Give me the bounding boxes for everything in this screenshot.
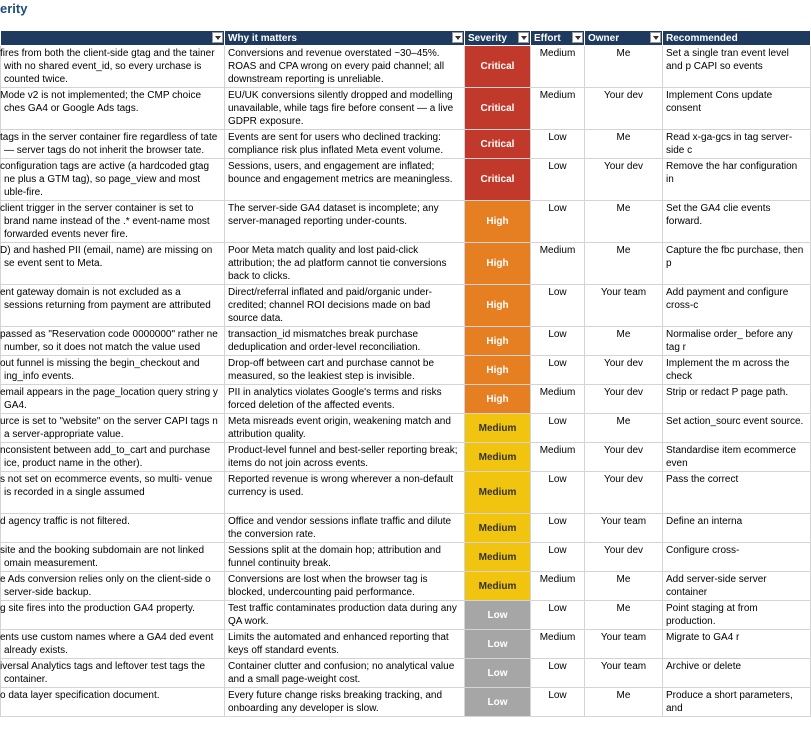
severity-cell[interactable] bbox=[465, 356, 531, 385]
severity-cell-text: Low bbox=[487, 638, 508, 650]
effort-cell[interactable] bbox=[531, 243, 585, 285]
why-cell[interactable] bbox=[225, 243, 465, 285]
column-header-severity[interactable]: Severity bbox=[465, 31, 531, 46]
owner-cell-text: Your dev bbox=[603, 358, 644, 369]
why-cell-text: Every future change risks breaking tracking, and onboarding any developer is slow. bbox=[228, 690, 442, 714]
owner-cell[interactable] bbox=[585, 201, 663, 243]
owner-cell-text: Your team bbox=[600, 661, 647, 672]
column-header-why[interactable]: Why it matters bbox=[225, 31, 465, 46]
recommendation-cell[interactable] bbox=[663, 130, 811, 159]
effort-cell[interactable] bbox=[531, 543, 585, 572]
column-header-owner[interactable]: Owner bbox=[585, 31, 663, 46]
severity-cell[interactable] bbox=[465, 514, 531, 543]
severity-cell-text: High bbox=[486, 393, 509, 405]
recommendation-cell-text: Read x-ga-gcs in tag server-side c bbox=[666, 132, 793, 156]
effort-cell[interactable] bbox=[531, 472, 585, 514]
recommendation-cell-text: Set a single tran event level and p CAPI so events bbox=[666, 48, 789, 72]
severity-cell-text: Medium bbox=[478, 551, 517, 563]
effort-cell[interactable] bbox=[531, 356, 585, 385]
issue-cell-text: site and the booking subdomain are not linked omain measurement. bbox=[0, 545, 205, 569]
issue-cell-text: passed as "Reservation code 0000000" rather ne number, so it does not match the value used bbox=[0, 329, 218, 353]
issue-cell[interactable] bbox=[1, 659, 225, 688]
issue-cell-text: out funnel is missing the begin_checkout and ing_info events. bbox=[0, 358, 200, 382]
severity-cell-text: High bbox=[486, 335, 509, 347]
effort-cell-text: Low bbox=[548, 603, 567, 614]
severity-cell-text: Low bbox=[487, 609, 508, 621]
owner-cell[interactable] bbox=[585, 601, 663, 630]
severity-cell-text: Medium bbox=[478, 422, 517, 434]
table-row[interactable] bbox=[1, 159, 811, 201]
table-row[interactable] bbox=[1, 443, 811, 472]
severity-cell[interactable] bbox=[465, 601, 531, 630]
issue-cell-text: ent gateway domain is not excluded as a sessions returning from payment are attributed bbox=[0, 287, 211, 311]
issue-cell[interactable] bbox=[1, 572, 225, 601]
effort-cell[interactable] bbox=[531, 130, 585, 159]
owner-cell-text: Me bbox=[616, 574, 631, 585]
effort-cell-text: Low bbox=[548, 358, 567, 369]
why-cell-text: Container clutter and confusion; no analytical value and a small page-weight cost. bbox=[228, 661, 455, 685]
table-row[interactable] bbox=[1, 88, 811, 130]
owner-cell[interactable] bbox=[585, 327, 663, 356]
severity-cell-text: Medium bbox=[478, 487, 517, 498]
owner-cell[interactable] bbox=[585, 414, 663, 443]
effort-cell[interactable] bbox=[531, 285, 585, 327]
effort-cell[interactable] bbox=[531, 88, 585, 130]
header-row bbox=[1, 31, 811, 46]
recommendation-cell-text: Implement the m across the check bbox=[666, 358, 790, 382]
why-cell-text: Test traffic contaminates production data during any QA work. bbox=[228, 603, 457, 627]
effort-cell-text: Medium bbox=[539, 245, 576, 256]
issue-cell[interactable] bbox=[1, 243, 225, 285]
table-row[interactable] bbox=[1, 572, 811, 601]
audit-table bbox=[0, 30, 811, 717]
why-cell-text: Drop-off between cart and purchase cannot be measured, so the leakiest step is invisible. bbox=[228, 358, 435, 382]
owner-cell-text: Me bbox=[616, 245, 631, 256]
recommendation-cell-text: Point staging at from production. bbox=[666, 603, 758, 627]
issue-cell-text: D) and hashed PII (email, name) are missing on se event sent to Meta. bbox=[0, 245, 213, 269]
issue-cell[interactable] bbox=[1, 472, 225, 514]
effort-cell-text: Low bbox=[548, 690, 567, 701]
owner-cell-text: Me bbox=[616, 203, 631, 214]
owner-cell-text: Your dev bbox=[603, 161, 644, 172]
why-cell[interactable] bbox=[225, 88, 465, 130]
column-header-recommended[interactable]: Recommended bbox=[663, 31, 811, 46]
issue-cell-text: ents use custom names where a GA4 ded event already exists. bbox=[0, 632, 214, 656]
severity-cell[interactable] bbox=[465, 201, 531, 243]
recommendation-cell-text: Produce a short parameters, and bbox=[666, 690, 793, 714]
why-cell-text: Conversions are lost when the browser tag is blocked, undercounting paid performance. bbox=[228, 574, 428, 598]
effort-cell-text: Low bbox=[548, 516, 567, 527]
issue-cell-text: nconsistent between add_to_cart and purchase ice, product name in the other). bbox=[0, 445, 211, 469]
why-cell-text: Conversions and revenue overstated ~30–45%. ROAS and CPA wrong on every paid channel; all downstream reporting is unreliable. bbox=[228, 48, 445, 85]
recommendation-cell-text: Define an interna bbox=[666, 516, 743, 527]
recommendation-cell[interactable] bbox=[663, 514, 811, 543]
recommendation-cell[interactable] bbox=[663, 572, 811, 601]
issue-cell-text: tags in the server container fire regardless of tate — server tags do not inherit the browser tate. bbox=[0, 132, 218, 156]
owner-cell-text: Your dev bbox=[603, 545, 644, 556]
owner-cell[interactable] bbox=[585, 385, 663, 414]
table-row[interactable] bbox=[1, 630, 811, 659]
owner-cell-text: Me bbox=[616, 690, 631, 701]
why-cell-text: The server-side GA4 dataset is incomplete; any server-managed reporting under-counts. bbox=[228, 203, 439, 227]
recommendation-cell-text: Strip or redact P page path. bbox=[666, 387, 789, 398]
filter-dropdown-icon[interactable] bbox=[518, 32, 529, 43]
why-cell[interactable] bbox=[225, 572, 465, 601]
recommendation-cell-text: Archive or delete bbox=[666, 661, 742, 672]
why-cell[interactable] bbox=[225, 285, 465, 327]
why-cell-text: EU/UK conversions silently dropped and modelling unavailable, while tags fire before consent — a live GDPR exposure. bbox=[228, 90, 454, 127]
why-cell[interactable] bbox=[225, 688, 465, 717]
owner-cell[interactable] bbox=[585, 514, 663, 543]
issue-cell[interactable] bbox=[1, 443, 225, 472]
why-cell-text: Direct/referral inflated and paid/organic under-credited; channel ROI decisions made on bad source data. bbox=[228, 287, 432, 324]
effort-cell[interactable] bbox=[531, 601, 585, 630]
issue-cell[interactable] bbox=[1, 88, 225, 130]
recommendation-cell[interactable] bbox=[663, 243, 811, 285]
severity-cell-text: High bbox=[486, 258, 509, 269]
table-row[interactable] bbox=[1, 414, 811, 443]
severity-cell-text: Low bbox=[487, 667, 508, 679]
effort-cell[interactable] bbox=[531, 201, 585, 243]
why-cell[interactable] bbox=[225, 601, 465, 630]
recommendation-cell[interactable] bbox=[663, 159, 811, 201]
effort-cell-text: Medium bbox=[539, 48, 576, 59]
owner-cell-text: Me bbox=[616, 132, 631, 143]
effort-cell[interactable] bbox=[531, 327, 585, 356]
severity-cell[interactable] bbox=[465, 46, 531, 88]
effort-cell[interactable] bbox=[531, 659, 585, 688]
severity-cell[interactable] bbox=[465, 130, 531, 159]
effort-cell[interactable] bbox=[531, 688, 585, 717]
why-cell[interactable] bbox=[225, 659, 465, 688]
column-header-effort[interactable]: Effort bbox=[531, 31, 585, 46]
why-cell[interactable] bbox=[225, 130, 465, 159]
recommendation-cell[interactable] bbox=[663, 630, 811, 659]
effort-cell-text: Low bbox=[548, 161, 567, 172]
severity-cell-text: Critical bbox=[480, 61, 515, 72]
why-cell[interactable] bbox=[225, 46, 465, 88]
owner-cell[interactable] bbox=[585, 285, 663, 327]
table-row[interactable] bbox=[1, 243, 811, 285]
why-cell-text: Sessions split at the domain hop; attribution and funnel continuity break. bbox=[228, 545, 441, 569]
recommendation-cell-text: Add payment and configure cross-c bbox=[666, 287, 789, 311]
why-cell[interactable] bbox=[225, 356, 465, 385]
issue-cell-text: client trigger in the server container is set to brand name instead of the .* event-name most forwarded events never fire. bbox=[0, 203, 210, 240]
severity-cell[interactable] bbox=[465, 414, 531, 443]
owner-cell[interactable] bbox=[585, 356, 663, 385]
recommendation-cell-text: Set the GA4 clie events forward. bbox=[666, 203, 771, 227]
severity-cell[interactable] bbox=[465, 88, 531, 130]
recommendation-cell[interactable] bbox=[663, 414, 811, 443]
recommendation-cell-text: Remove the har configuration in bbox=[666, 161, 798, 185]
issue-cell-text: d agency traffic is not filtered. bbox=[0, 516, 130, 527]
recommendation-cell[interactable] bbox=[663, 46, 811, 88]
why-cell[interactable] bbox=[225, 327, 465, 356]
recommendation-cell-text: Add server-side server container bbox=[666, 574, 767, 598]
why-cell-text: Reported revenue is wrong wherever a non-default currency is used. bbox=[228, 474, 454, 498]
recommendation-cell[interactable] bbox=[663, 385, 811, 414]
severity-cell[interactable] bbox=[465, 543, 531, 572]
owner-cell[interactable] bbox=[585, 543, 663, 572]
why-cell[interactable] bbox=[225, 630, 465, 659]
filter-dropdown-icon[interactable] bbox=[572, 32, 583, 43]
why-cell[interactable] bbox=[225, 443, 465, 472]
issue-cell[interactable] bbox=[1, 543, 225, 572]
why-cell-text: Poor Meta match quality and lost paid-click attribution; the ad platform cannot tie conversions back to clicks. bbox=[228, 245, 447, 282]
why-cell-text: Product-level funnel and best-seller reporting break; items do not join across events. bbox=[228, 445, 458, 469]
effort-cell-text: Low bbox=[548, 545, 567, 556]
recommendation-cell-text: Pass the correct bbox=[666, 474, 739, 485]
recommendation-cell[interactable] bbox=[663, 356, 811, 385]
issue-cell[interactable] bbox=[1, 159, 225, 201]
severity-cell-text: High bbox=[486, 364, 509, 376]
issue-cell[interactable] bbox=[1, 327, 225, 356]
effort-cell-text: Medium bbox=[539, 90, 576, 101]
effort-cell-text: Low bbox=[548, 416, 567, 427]
why-cell-text: PII in analytics violates Google's terms and risks forced deletion of the affected events. bbox=[228, 387, 442, 411]
severity-cell[interactable] bbox=[465, 659, 531, 688]
why-cell-text: Meta misreads event origin, weakening match and attribution quality. bbox=[228, 416, 451, 440]
table-row[interactable] bbox=[1, 514, 811, 543]
filter-dropdown-icon[interactable] bbox=[650, 32, 661, 43]
owner-cell[interactable] bbox=[585, 130, 663, 159]
severity-cell[interactable] bbox=[465, 327, 531, 356]
effort-cell-text: Medium bbox=[539, 632, 576, 643]
effort-cell[interactable] bbox=[531, 514, 585, 543]
severity-cell-text: Critical bbox=[480, 138, 515, 150]
issue-cell-text: configuration tags are active (a hardcoded gtag ne plus a GTM tag), so page_view and most uble-fire. bbox=[0, 161, 210, 198]
severity-cell-text: High bbox=[486, 300, 509, 311]
owner-cell[interactable] bbox=[585, 88, 663, 130]
effort-cell-text: Low bbox=[548, 203, 567, 214]
recommendation-cell-text: Configure cross- bbox=[666, 545, 740, 556]
table-row[interactable] bbox=[1, 472, 811, 514]
recommendation-cell[interactable] bbox=[663, 601, 811, 630]
issue-cell[interactable] bbox=[1, 285, 225, 327]
severity-cell-text: Medium bbox=[478, 451, 517, 463]
severity-cell[interactable] bbox=[465, 285, 531, 327]
issue-cell-text: e Ads conversion relies only on the client-side o server-side backup. bbox=[0, 574, 211, 598]
severity-cell[interactable] bbox=[465, 630, 531, 659]
owner-cell-text: Your dev bbox=[603, 445, 644, 456]
owner-cell[interactable] bbox=[585, 659, 663, 688]
issue-cell[interactable] bbox=[1, 688, 225, 717]
effort-cell[interactable] bbox=[531, 159, 585, 201]
recommendation-cell-text: Standardise item ecommerce even bbox=[666, 445, 797, 469]
severity-cell-text: Critical bbox=[480, 174, 515, 185]
table-row[interactable] bbox=[1, 327, 811, 356]
owner-cell-text: Your team bbox=[600, 287, 647, 298]
effort-cell[interactable] bbox=[531, 414, 585, 443]
recommendation-cell[interactable] bbox=[663, 327, 811, 356]
owner-cell-text: Me bbox=[616, 329, 631, 340]
issue-cell-text: Mode v2 is not implemented; the CMP choice ches GA4 or Google Ads tags. bbox=[0, 90, 202, 114]
owner-cell[interactable] bbox=[585, 46, 663, 88]
effort-cell-text: Medium bbox=[539, 445, 576, 456]
why-cell[interactable] bbox=[225, 543, 465, 572]
issue-cell[interactable] bbox=[1, 356, 225, 385]
why-cell[interactable] bbox=[225, 385, 465, 414]
why-cell[interactable] bbox=[225, 514, 465, 543]
recommendation-cell[interactable] bbox=[663, 201, 811, 243]
severity-cell[interactable] bbox=[465, 243, 531, 285]
recommendation-cell-text: Migrate to GA4 r bbox=[666, 632, 740, 643]
effort-cell[interactable] bbox=[531, 385, 585, 414]
severity-cell-text: Medium bbox=[478, 580, 517, 592]
severity-cell[interactable] bbox=[465, 572, 531, 601]
recommendation-cell-text: Implement Cons update consent bbox=[666, 90, 773, 114]
table-row[interactable] bbox=[1, 46, 811, 88]
severity-cell[interactable] bbox=[465, 443, 531, 472]
filter-dropdown-icon[interactable] bbox=[212, 32, 223, 43]
effort-cell-text: Medium bbox=[539, 574, 576, 585]
issue-cell[interactable] bbox=[1, 201, 225, 243]
recommendation-cell[interactable] bbox=[663, 443, 811, 472]
issue-cell-text: urce is set to "website" on the server CAPI tags n a server-appropriate value. bbox=[0, 416, 218, 440]
why-cell-text: Limits the automated and enhanced reporting that keys off standard events. bbox=[228, 632, 449, 656]
table-row[interactable] bbox=[1, 285, 811, 327]
owner-cell[interactable] bbox=[585, 159, 663, 201]
issue-cell[interactable] bbox=[1, 130, 225, 159]
effort-cell-text: Medium bbox=[539, 387, 576, 398]
issue-cell[interactable] bbox=[1, 414, 225, 443]
table-row[interactable] bbox=[1, 130, 811, 159]
table-row[interactable] bbox=[1, 659, 811, 688]
effort-cell-text: Low bbox=[548, 132, 567, 143]
why-cell[interactable] bbox=[225, 159, 465, 201]
effort-cell[interactable] bbox=[531, 630, 585, 659]
owner-cell[interactable] bbox=[585, 243, 663, 285]
severity-cell-text: High bbox=[486, 216, 509, 227]
effort-cell[interactable] bbox=[531, 443, 585, 472]
effort-cell[interactable] bbox=[531, 572, 585, 601]
why-cell-text: Events are sent for users who declined tracking: compliance risk plus inflated Meta event volume. bbox=[228, 132, 444, 156]
issue-cell[interactable] bbox=[1, 46, 225, 88]
issue-cell[interactable] bbox=[1, 514, 225, 543]
why-cell-text: transaction_id mismatches break purchase deduplication and order-level reconciliation. bbox=[228, 329, 421, 353]
recommendation-cell-text: Normalise order_ before any tag r bbox=[666, 329, 793, 353]
owner-cell-text: Your dev bbox=[603, 474, 644, 485]
issue-cell-text: g site fires into the production GA4 property. bbox=[0, 603, 195, 614]
owner-cell[interactable] bbox=[585, 443, 663, 472]
table-row[interactable] bbox=[1, 201, 811, 243]
table-row[interactable] bbox=[1, 601, 811, 630]
why-cell-text: Office and vendor sessions inflate traffic and dilute the conversion rate. bbox=[228, 516, 452, 540]
issue-cell[interactable] bbox=[1, 385, 225, 414]
severity-cell[interactable] bbox=[465, 688, 531, 717]
recommendation-cell[interactable] bbox=[663, 659, 811, 688]
recommendation-cell[interactable] bbox=[663, 88, 811, 130]
owner-cell-text: Your team bbox=[600, 516, 647, 527]
issue-cell-text: email appears in the page_location query string y GA4. bbox=[0, 387, 218, 411]
issue-cell-text: s not set on ecommerce events, so multi- venue is recorded in a single assumed bbox=[0, 474, 213, 498]
owner-cell-text: Me bbox=[616, 603, 631, 614]
effort-cell-text: Low bbox=[548, 287, 567, 298]
severity-cell[interactable] bbox=[465, 159, 531, 201]
owner-cell[interactable] bbox=[585, 688, 663, 717]
owner-cell-text: Me bbox=[616, 48, 631, 59]
issue-cell-text: fires from both the client-side gtag and the tainer with no shared event_id, so every urchase is counted twice. bbox=[0, 48, 215, 85]
recommendation-cell[interactable] bbox=[663, 543, 811, 572]
owner-cell[interactable] bbox=[585, 472, 663, 514]
filter-dropdown-icon[interactable] bbox=[452, 32, 463, 43]
effort-cell-text: Low bbox=[548, 474, 567, 485]
owner-cell[interactable] bbox=[585, 630, 663, 659]
severity-cell[interactable] bbox=[465, 472, 531, 514]
owner-cell-text: Your team bbox=[600, 632, 647, 643]
severity-cell[interactable] bbox=[465, 385, 531, 414]
issue-cell[interactable] bbox=[1, 630, 225, 659]
why-cell-text: Sessions, users, and engagement are inflated; bounce and engagement metrics are meaningless. bbox=[228, 161, 453, 185]
issue-cell-text: o data layer specification document. bbox=[0, 690, 160, 701]
table-row[interactable] bbox=[1, 356, 811, 385]
effort-cell-text: Low bbox=[548, 329, 567, 340]
severity-cell-text: Critical bbox=[480, 103, 515, 114]
effort-cell-text: Low bbox=[548, 661, 567, 672]
why-cell[interactable] bbox=[225, 414, 465, 443]
table-row[interactable] bbox=[1, 385, 811, 414]
column-header-issue[interactable] bbox=[1, 31, 225, 46]
owner-cell[interactable] bbox=[585, 572, 663, 601]
recommendation-cell[interactable] bbox=[663, 285, 811, 327]
effort-cell[interactable] bbox=[531, 46, 585, 88]
recommendation-cell[interactable] bbox=[663, 688, 811, 717]
table-row[interactable] bbox=[1, 688, 811, 717]
severity-cell-text: Medium bbox=[478, 522, 517, 534]
recommendation-cell[interactable] bbox=[663, 472, 811, 514]
owner-cell-text: Your dev bbox=[603, 387, 644, 398]
owner-cell-text: Your dev bbox=[603, 90, 644, 101]
issue-cell-text: iversal Analytics tags and leftover test tags the container. bbox=[0, 661, 206, 685]
recommendation-cell-text: Set action_sourc event source. bbox=[666, 416, 804, 427]
why-cell[interactable] bbox=[225, 472, 465, 514]
sheet-title: erity bbox=[0, 1, 28, 16]
owner-cell-text: Me bbox=[616, 416, 631, 427]
issue-cell[interactable] bbox=[1, 601, 225, 630]
recommendation-cell-text: Capture the fbc purchase, then p bbox=[666, 245, 804, 269]
why-cell[interactable] bbox=[225, 201, 465, 243]
severity-cell-text: Low bbox=[487, 696, 508, 708]
table-row[interactable] bbox=[1, 543, 811, 572]
